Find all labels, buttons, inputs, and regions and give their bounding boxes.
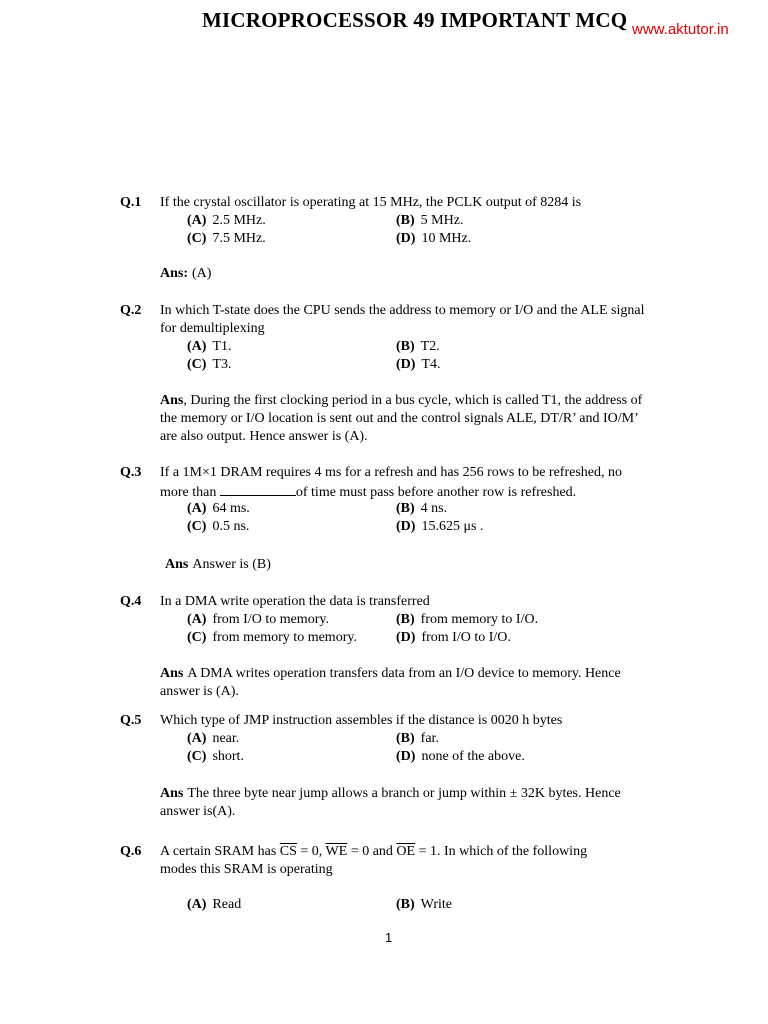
q5-option-c: (C) short. <box>187 749 244 764</box>
question-2-text-line-2: for demultiplexing <box>160 321 265 336</box>
q5-option-b: (B) far. <box>396 731 439 746</box>
q2-option-d: (D) T4. <box>396 357 441 372</box>
question-2-text-line-1: In which T-state does the CPU sends the address to memory or I/O and the ALE signal <box>160 303 645 318</box>
q3-option-b: (B) 4 ns. <box>396 501 448 516</box>
we-signal-overbar: $\overline{WE}$ <box>325 844 348 859</box>
q2-answer-line-3: are also output. Hence answer is (A). <box>160 429 368 444</box>
q2-option-c: (C) T3. <box>187 357 232 372</box>
question-3-text-line-2: more than of time must pass before another row is refreshed. <box>160 485 577 500</box>
question-number-4: Q.4 <box>120 594 142 609</box>
q3-option-c: (C) 0.5 ns. <box>187 519 250 534</box>
q2-answer-line-2: the memory or I/O location is sent out and the control signals ALE, DT/R’ and IO/M’ <box>160 411 639 426</box>
question-6-text-line-2: modes this SRAM is operating <box>160 862 333 877</box>
question-number-2: Q.2 <box>120 303 142 318</box>
question-6-text-line-1: A certain SRAM has $\overline{CS} = 0$, $\overline{WE} = 0$ and $\overline{OE} = 1$. In which of the following <box>160 844 588 859</box>
question-3-text-line-1: If a 1M×1 DRAM requires 4 ms for a refresh and has 256 rows to be refreshed, no <box>160 465 622 480</box>
q3-option-a: (A) 64 ms. <box>187 501 250 516</box>
q1-option-b: (B) 5 MHz. <box>396 213 464 228</box>
q1-answer: Ans: (A) <box>160 266 212 281</box>
question-5-text: Which type of JMP instruction assembles if the distance is 0020 h bytes <box>160 713 563 728</box>
q4-answer-line-2: answer is (A). <box>160 684 239 699</box>
q2-option-b: (B) T2. <box>396 339 440 354</box>
q6-option-b: (B) Write <box>396 897 452 912</box>
q4-option-b: (B) from memory to I/O. <box>396 612 539 627</box>
question-number-1: Q.1 <box>120 195 142 210</box>
q1-option-d: (D) 10 MHz. <box>396 231 472 246</box>
q4-option-d: (D) from I/O to I/O. <box>396 630 511 645</box>
page-title: MICROPROCESSOR 49 IMPORTANT MCQ <box>202 8 628 32</box>
q5-option-a: (A) near. <box>187 731 240 746</box>
question-1-text: If the crystal oscillator is operating at 15 MHz, the PCLK output of 8284 is <box>160 195 582 210</box>
q4-option-a: (A) from I/O to memory. <box>187 612 329 627</box>
question-number-6: Q.6 <box>120 844 142 859</box>
site-watermark: www.aktutor.in <box>632 21 729 38</box>
q5-answer-line-2: answer is(A). <box>160 804 236 819</box>
page-number: 1 <box>385 930 393 945</box>
q4-answer-line-1: Ans A DMA writes operation transfers data from an I/O device to memory. Hence <box>160 666 621 681</box>
q6-option-a: (A) Read <box>187 897 242 912</box>
oe-signal-overbar: $\overline{OE}$ <box>396 844 416 859</box>
question-4-text: In a DMA write operation the data is transferred <box>160 594 430 609</box>
q1-option-a: (A) 2.5 MHz. <box>187 213 266 228</box>
q2-answer-line-1: Ans, During the first clocking period in a bus cycle, which is called T1, the address of <box>160 393 643 408</box>
q1-option-c: (C) 7.5 MHz. <box>187 231 266 246</box>
q3-option-d: (D) 15.625 μs . <box>396 519 484 534</box>
question-number-5: Q.5 <box>120 713 142 728</box>
question-number-3: Q.3 <box>120 465 142 480</box>
q5-option-d: (D) none of the above. <box>396 749 525 764</box>
q3-answer: Ans Answer is (B) <box>165 557 271 572</box>
q5-answer-line-1: Ans The three byte near jump allows a branch or jump within ± 32K bytes. Hence <box>160 786 621 801</box>
q2-option-a: (A) T1. <box>187 339 232 354</box>
q4-option-c: (C) from memory to memory. <box>187 630 357 645</box>
cs-signal-overbar: $\overline{CS}$ <box>279 844 297 859</box>
fill-in-blank <box>220 483 296 496</box>
